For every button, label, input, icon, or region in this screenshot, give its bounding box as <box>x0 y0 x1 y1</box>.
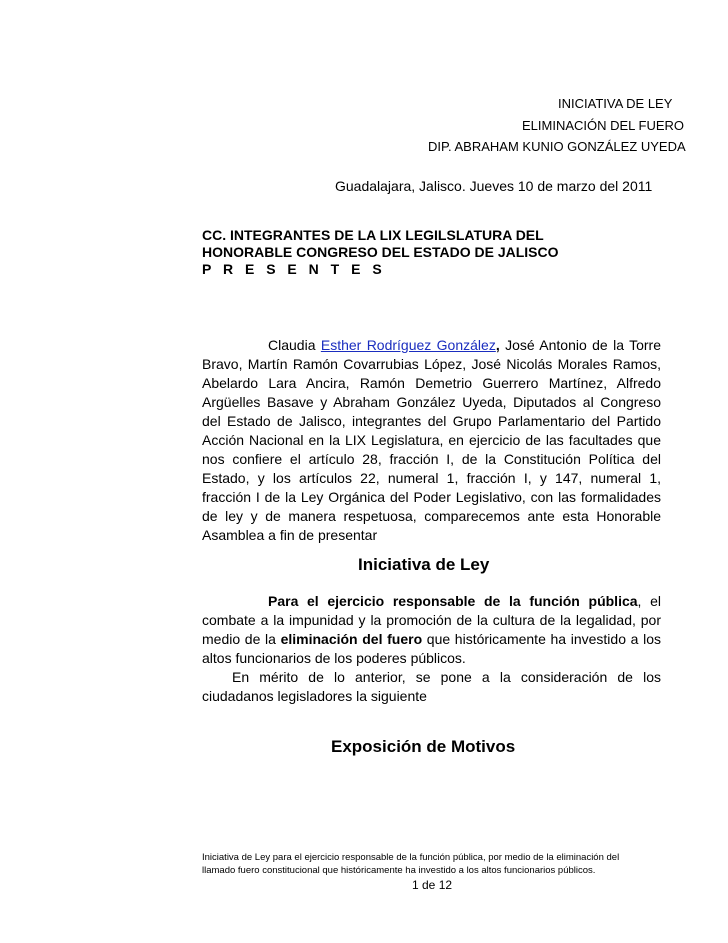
intro-paragraph <box>202 336 661 545</box>
heading-exposicion: Exposición de Motivos <box>331 737 516 756</box>
page-number: 1 de 12 <box>412 878 453 892</box>
addressee-line-2: HONORABLE CONGRESO DEL ESTADO DE JALISCO <box>202 244 559 260</box>
intro-lead: Claudia <box>268 337 321 353</box>
purpose-bold-2: eliminación del fuero <box>280 631 423 647</box>
merit-paragraph <box>202 668 661 706</box>
header-author: DIP. ABRAHAM KUNIO GONZÁLEZ UYEDA <box>428 139 686 154</box>
author-link[interactable]: Esther Rodríguez González <box>320 337 496 353</box>
footer-line-1: Iniciativa de Ley para el ejercicio responsable de la función pública, por medio de la eliminación del <box>202 852 620 863</box>
document-date: Guadalajara, Jalisco. Jueves 10 de marzo del 2011 <box>335 178 653 194</box>
addressee-line-1: CC. INTEGRANTES DE LA LIX LEGILSLATURA DEL <box>202 227 544 243</box>
purpose-text-2: que históricamente ha investido a los altos funcionarios de los poderes públicos. <box>202 631 661 666</box>
purpose-bold-1: Para el ejercicio responsable de la función pública <box>268 593 638 609</box>
purpose-text-1: , el combate a la impunidad y la promoción de la cultura de la legalidad, por medio de la <box>202 593 661 647</box>
purpose-paragraph <box>202 592 661 668</box>
intro-rest: José Antonio de la Torre Bravo, Martín Ramón Covarrubias López, José Nicolás Morales Ramos, Abelardo Lara Ancira, Ramón Demetrio Guerrero Martínez, Alfredo Argüelles Basave y Abraham González Uyeda, Diputados al Congreso del Estado de Jalisco, integrantes del Grupo Parlamentario del Partido Acción Nacional en la LIX Legislatura, en ejercicio de las facultades que nos confiere el artículo 28, fracción I, de la Constitución Política del Estado, y los artículos 22, numeral 1, fracción I, y 147, numeral 1, fracción I de la Ley Orgánica del Poder Legislativo, con las formalidades de ley y de manera respetuosa, comparecemos ante esta Honorable Asamblea a fin de presentar <box>202 337 662 543</box>
header-subject: ELIMINACIÓN DEL FUERO <box>522 118 685 133</box>
addressee-block <box>202 227 559 278</box>
merit-text: En mérito de lo anterior, se pone a la consideración de los ciudadanos legisladores la siguiente <box>202 669 661 704</box>
footer-line-2: llamado fuero constitucional que históricamente ha investido a los altos funcionarios públicos. <box>202 865 596 876</box>
page-footer <box>202 851 662 877</box>
heading-iniciativa: Iniciativa de Ley <box>358 555 490 574</box>
intro-comma: , <box>495 337 500 353</box>
addressee-line-3: P R E S E N T E S <box>202 261 386 277</box>
header-title: INICIATIVA DE LEY <box>558 96 673 111</box>
